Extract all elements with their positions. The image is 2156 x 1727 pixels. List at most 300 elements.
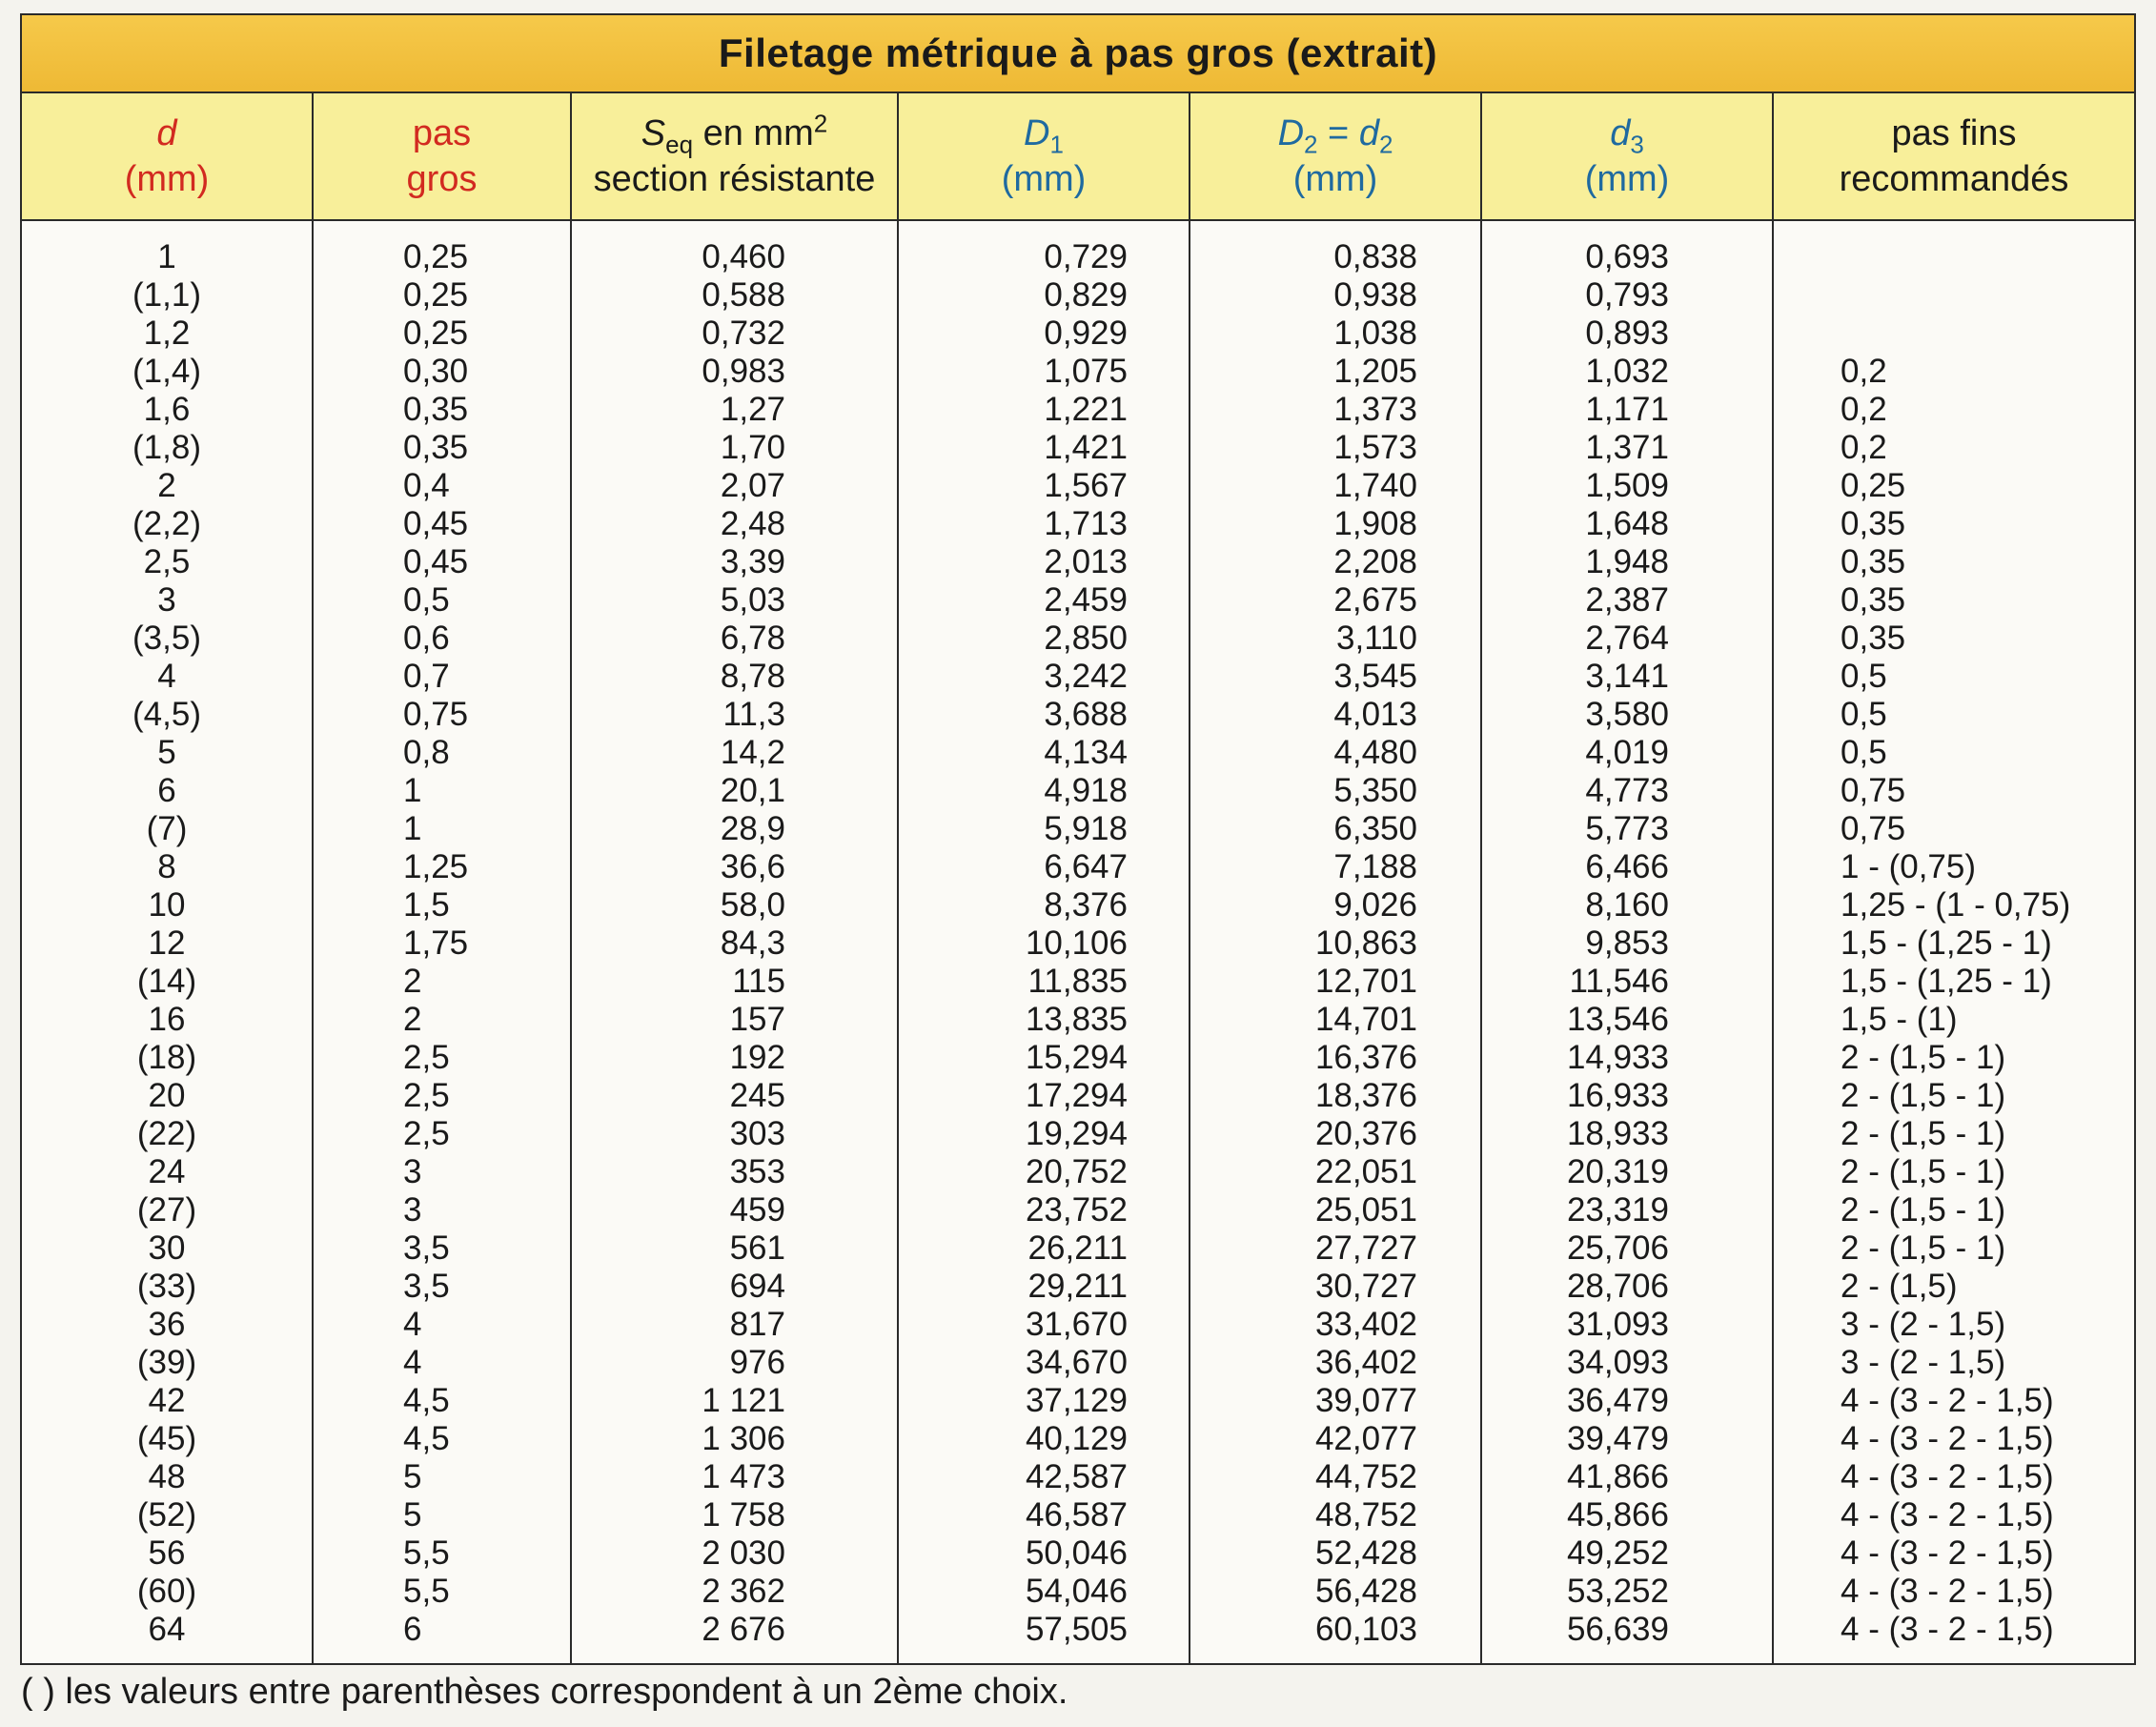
column-d3-cells: [1482, 238, 1772, 1649]
table-cell-D1: 2,850: [1044, 620, 1128, 657]
table-cell-D2: 4,013: [1333, 696, 1417, 733]
table-cell-fins: 2 - (1,5 - 1): [1841, 1153, 2006, 1190]
table-cell-D2: 10,863: [1314, 924, 1417, 962]
header-seq: [572, 93, 899, 219]
table-cell-d3: 36,479: [1566, 1382, 1669, 1419]
table-cell-D2: 4,480: [1333, 734, 1417, 771]
table-cell-d: 64: [148, 1611, 186, 1648]
header-d3-unit: (mm): [1584, 159, 1670, 199]
header-fins-line1: pas fins: [1891, 113, 2017, 153]
table-cell-D1: 42,587: [1025, 1458, 1128, 1495]
table-cell-fins: 4 - (3 - 2 - 1,5): [1841, 1382, 2054, 1419]
header-D1-line1: [1024, 111, 1064, 159]
table-cell-d: 42: [148, 1382, 186, 1419]
table-cell-seq: 84,3: [720, 924, 785, 962]
table-cell-d3: 16,933: [1566, 1077, 1669, 1114]
table-cell-d: 56: [148, 1534, 186, 1572]
table-cell-d: (7): [146, 810, 188, 847]
table-cell-pas: 0,6: [403, 620, 450, 657]
table-cell-fins: 1,25 - (1 - 0,75): [1841, 886, 2071, 924]
table-cell-D1: 1,075: [1044, 353, 1128, 390]
table-cell-D1: 1,567: [1044, 467, 1128, 504]
table-cell-seq: 58,0: [720, 886, 785, 924]
table-cell-pas: 0,8: [403, 734, 450, 771]
table-cell-d3: 23,319: [1566, 1191, 1669, 1229]
header-d: [22, 93, 314, 219]
table-cell-d3: 1,648: [1585, 505, 1669, 542]
table-cell-D2: 5,350: [1333, 772, 1417, 809]
table-cell-fins: 1 - (0,75): [1841, 848, 1976, 885]
table-cell-seq: 0,983: [702, 353, 785, 390]
header-pas-line1: pas: [412, 113, 472, 153]
table-cell-seq: 157: [729, 1001, 785, 1038]
table-cell-D1: 17,294: [1025, 1077, 1128, 1114]
table-cell-d: (22): [136, 1115, 197, 1152]
table-cell-seq: 1,27: [720, 391, 785, 428]
table-cell-seq: 14,2: [720, 734, 785, 771]
table-cell-D2: 6,350: [1333, 810, 1417, 847]
table-cell-D1: 13,835: [1025, 1001, 1128, 1038]
table-cell-seq: 5,03: [720, 581, 785, 619]
table-cell-d: (27): [136, 1191, 197, 1229]
table-cell-D2: 39,077: [1314, 1382, 1417, 1419]
table-cell-fins: 4 - (3 - 2 - 1,5): [1841, 1573, 2054, 1610]
column-D1: [899, 221, 1190, 1665]
table-cell-seq: 0,732: [702, 315, 785, 352]
table-cell-fins: 0,35: [1841, 505, 1906, 542]
table-cell-fins: 2 - (1,5 - 1): [1841, 1229, 2006, 1267]
table-cell-fins: 0,75: [1841, 810, 1906, 847]
table-cell-seq: 11,3: [722, 696, 785, 733]
table-cell-fins: 4 - (3 - 2 - 1,5): [1841, 1420, 2054, 1457]
table-cell-d: (52): [136, 1496, 197, 1534]
table-cell-D1: 4,134: [1044, 734, 1128, 771]
table-cell-D1: 3,688: [1044, 696, 1128, 733]
table-cell-D2: 9,026: [1333, 886, 1417, 924]
table-cell-d: (18): [136, 1039, 197, 1076]
table-cell-d: 12: [148, 924, 186, 962]
table-cell-D2: 1,373: [1333, 391, 1417, 428]
table-cell-D1: 57,505: [1025, 1611, 1128, 1648]
table-cell-d: 20: [148, 1077, 186, 1114]
table-cell-d3: 41,866: [1566, 1458, 1669, 1495]
table-cell-D2: 30,727: [1314, 1268, 1417, 1305]
table-cell-d3: 49,252: [1566, 1534, 1669, 1572]
table-cell-fins: 1,5 - (1): [1841, 1001, 1958, 1038]
table-cell-d: 1,2: [143, 315, 191, 352]
footnote: ( ) les valeurs entre parenthèses correspondent à un 2ème choix.: [21, 1672, 1068, 1712]
table-cell-pas: 6: [403, 1611, 422, 1648]
table-cell-fins: 0,5: [1841, 658, 1887, 695]
table-cell-D2: 1,038: [1333, 315, 1417, 352]
table-cell-seq: 1 121: [702, 1382, 785, 1419]
table-cell-seq: 976: [729, 1344, 785, 1381]
table-cell-D2: 1,573: [1333, 429, 1417, 466]
table-cell-seq: 817: [729, 1306, 785, 1343]
table-cell-seq: 353: [729, 1153, 785, 1190]
table-cell-fins: 3 - (2 - 1,5): [1841, 1306, 2006, 1343]
table-cell-D2: 2,675: [1333, 581, 1417, 619]
header-fins-line2: recommandés: [1839, 159, 2069, 199]
table-cell-D2: 2,208: [1333, 543, 1417, 580]
table-cell-pas: 5: [403, 1458, 422, 1495]
table-cell-fins: 0,2: [1841, 391, 1887, 428]
table-cell-pas: 5,5: [403, 1534, 450, 1572]
table-cell-D1: 2,013: [1044, 543, 1128, 580]
table-cell-d3: 3,580: [1585, 696, 1669, 733]
header-D2-unit: (mm): [1292, 159, 1378, 199]
table-cell-d: (1,1): [132, 276, 201, 314]
table-cell-seq: 0,588: [702, 276, 785, 314]
table-cell-D2: 0,838: [1333, 238, 1417, 275]
table-title: Filetage métrique à pas gros (extrait): [22, 15, 2134, 93]
table-cell-fins: 3 - (2 - 1,5): [1841, 1344, 2006, 1381]
table-cell-seq: 192: [729, 1039, 785, 1076]
table-cell-fins: 4 - (3 - 2 - 1,5): [1841, 1611, 2054, 1648]
column-D1-cells: [899, 238, 1189, 1649]
table-cell-d3: 3,141: [1585, 658, 1669, 695]
table-cell-d3: 13,546: [1566, 1001, 1669, 1038]
table-cell-d3: 4,773: [1585, 772, 1669, 809]
table-cell-d3: 1,509: [1585, 467, 1669, 504]
table-cell-pas: 0,30: [403, 353, 469, 390]
table-cell-pas: 0,25: [403, 276, 469, 314]
table-cell-fins: 2 - (1,5 - 1): [1841, 1039, 2006, 1076]
table-cell-d3: 1,032: [1585, 353, 1669, 390]
table-cell-d: 30: [148, 1229, 186, 1267]
header-seq-symbol: S: [641, 113, 666, 153]
table-cell-pas: 0,4: [403, 467, 450, 504]
column-pas-fins: [1774, 221, 2134, 1665]
header-seq-subscript: eq: [665, 130, 694, 159]
header-D1-subscript: 1: [1049, 130, 1064, 159]
table-cell-seq: 245: [729, 1077, 785, 1114]
table-cell-pas: 0,75: [403, 696, 469, 733]
table-cell-D2: 42,077: [1314, 1420, 1417, 1457]
table-cell-D1: 54,046: [1025, 1573, 1128, 1610]
table-cell-D1: 29,211: [1027, 1268, 1128, 1305]
table-cell-D1: 10,106: [1025, 924, 1128, 962]
header-row: [22, 93, 2134, 221]
table-cell-d: 3: [157, 581, 176, 619]
table-cell-fins: 0,5: [1841, 696, 1887, 733]
table-cell-d: 5: [157, 734, 176, 771]
table-cell-D2: 7,188: [1333, 848, 1417, 885]
column-D2-cells: [1190, 238, 1480, 1649]
table-cell-pas: 0,7: [403, 658, 450, 695]
table-cell-seq: 2 362: [702, 1573, 785, 1610]
table-cell-d3: 8,160: [1585, 886, 1669, 924]
table-cell-pas: 0,45: [403, 505, 469, 542]
table-cell-fins: [1774, 276, 2134, 315]
header-d3-line1: [1610, 111, 1644, 159]
table-cell-D1: 37,129: [1025, 1382, 1128, 1419]
table-cell-d3: 28,706: [1566, 1268, 1669, 1305]
table-cell-seq: 561: [729, 1229, 785, 1267]
table-cell-d3: 25,706: [1566, 1229, 1669, 1267]
table-cell-pas: 3,5: [403, 1229, 450, 1267]
table-cell-fins: 0,2: [1841, 353, 1887, 390]
table-cell-pas: 0,25: [403, 315, 469, 352]
table-cell-D1: 0,929: [1044, 315, 1128, 352]
table-cell-D1: 2,459: [1044, 581, 1128, 619]
table-cell-seq: 6,78: [720, 620, 785, 657]
column-pas: [314, 221, 572, 1665]
table-cell-d3: 31,093: [1566, 1306, 1669, 1343]
table-cell-fins: [1774, 238, 2134, 276]
table-cell-D1: 0,729: [1044, 238, 1128, 275]
table-cell-seq: 2,48: [720, 505, 785, 542]
column-fins-cells: [1774, 238, 2134, 1649]
table-cell-d: (33): [136, 1268, 197, 1305]
table-cell-d: (4,5): [132, 696, 201, 733]
header-d3-subscript: 3: [1630, 130, 1644, 159]
table-cell-d3: 14,933: [1566, 1039, 1669, 1076]
table-cell-D1: 8,376: [1044, 886, 1128, 924]
column-d3: [1482, 221, 1774, 1665]
table-cell-seq: 459: [729, 1191, 785, 1229]
table-cell-D2: 12,701: [1314, 963, 1417, 1000]
table-cell-D2: 52,428: [1314, 1534, 1417, 1572]
header-d2-symbol: d: [1358, 113, 1379, 153]
table-cell-d: 1: [157, 238, 176, 275]
table-cell-seq: 1 758: [702, 1496, 785, 1534]
table-cell-pas: 1: [403, 810, 422, 847]
table-cell-D1: 3,242: [1044, 658, 1128, 695]
table-cell-d3: 9,853: [1585, 924, 1669, 962]
column-d-cells: [22, 238, 312, 1649]
table-cell-d: 16: [148, 1001, 186, 1038]
table-cell-pas: 4: [403, 1344, 422, 1381]
table-cell-D1: 26,211: [1027, 1229, 1128, 1267]
table-cell-d3: 56,639: [1566, 1611, 1669, 1648]
table-cell-fins: 4 - (3 - 2 - 1,5): [1841, 1458, 2054, 1495]
header-D2-line1: [1277, 111, 1393, 159]
thread-table: [20, 13, 2136, 1665]
table-cell-d3: 2,387: [1585, 581, 1669, 619]
table-cell-d: 24: [148, 1153, 186, 1190]
table-cell-fins: 2 - (1,5 - 1): [1841, 1077, 2006, 1114]
table-cell-d: 10: [148, 886, 186, 924]
table-cell-D1: 23,752: [1025, 1191, 1128, 1229]
table-cell-d3: 0,693: [1585, 238, 1669, 275]
table-cell-D2: 3,545: [1333, 658, 1417, 695]
header-D2-symbol: D: [1277, 113, 1305, 153]
header-d-symbol: d: [156, 113, 177, 153]
table-cell-D1: 19,294: [1025, 1115, 1128, 1152]
column-seq-cells: [572, 238, 897, 1649]
table-cell-d: 2: [157, 467, 176, 504]
table-cell-seq: 2 676: [702, 1611, 785, 1648]
table-cell-D2: 3,110: [1336, 620, 1417, 657]
table-cell-fins: 1,5 - (1,25 - 1): [1841, 963, 2052, 1000]
table-cell-d3: 1,171: [1585, 391, 1669, 428]
table-cell-seq: 303: [729, 1115, 785, 1152]
header-seq-superscript: 2: [813, 109, 828, 138]
table-cell-fins: 2 - (1,5 - 1): [1841, 1115, 2006, 1152]
table-cell-d: 4: [157, 658, 176, 695]
table-cell-seq: 2,07: [720, 467, 785, 504]
table-cell-d: (14): [136, 963, 197, 1000]
table-cell-d: 36: [148, 1306, 186, 1343]
table-cell-fins: 4 - (3 - 2 - 1,5): [1841, 1496, 2054, 1534]
table-cell-d3: 20,319: [1566, 1153, 1669, 1190]
header-D1-symbol: D: [1024, 113, 1050, 153]
table-cell-seq: 1,70: [720, 429, 785, 466]
table-cell-D1: 1,713: [1044, 505, 1128, 542]
table-cell-D1: 34,670: [1025, 1344, 1128, 1381]
header-pas-line2: gros: [406, 159, 478, 199]
table-cell-D1: 5,918: [1044, 810, 1128, 847]
table-cell-d3: 39,479: [1566, 1420, 1669, 1457]
table-cell-d3: 34,093: [1566, 1344, 1669, 1381]
header-d2-subscript: 2: [1378, 130, 1393, 159]
table-cell-pas: 0,5: [403, 581, 450, 619]
header-D2: [1190, 93, 1482, 219]
table-cell-pas: 1,5: [403, 886, 450, 924]
table-cell-fins: 2 - (1,5 - 1): [1841, 1191, 2006, 1229]
table-cell-D2: 60,103: [1314, 1611, 1417, 1648]
table-cell-d: 6: [157, 772, 176, 809]
header-d3-symbol: d: [1610, 113, 1631, 153]
table-cell-d: (60): [136, 1573, 197, 1610]
table-cell-D2: 1,908: [1333, 505, 1417, 542]
table-cell-pas: 2,5: [403, 1039, 450, 1076]
table-cell-d3: 5,773: [1585, 810, 1669, 847]
table-cell-D1: 4,918: [1044, 772, 1128, 809]
table-cell-pas: 2,5: [403, 1115, 450, 1152]
table-cell-D1: 31,670: [1025, 1306, 1128, 1343]
table-cell-pas: 1,25: [403, 848, 469, 885]
table-cell-D1: 1,221: [1044, 391, 1128, 428]
table-cell-d3: 18,933: [1566, 1115, 1669, 1152]
table-cell-D2: 20,376: [1314, 1115, 1417, 1152]
table-cell-d: (1,4): [132, 353, 201, 390]
table-cell-d3: 1,371: [1585, 429, 1669, 466]
table-cell-d3: 53,252: [1566, 1573, 1669, 1610]
table-cell-D2: 25,051: [1314, 1191, 1417, 1229]
header-D1: [899, 93, 1190, 219]
table-cell-seq: 1 306: [702, 1420, 785, 1457]
table-cell-D1: 0,829: [1044, 276, 1128, 314]
table-cell-seq: 2 030: [702, 1534, 785, 1572]
table-cell-seq: 36,6: [720, 848, 785, 885]
table-cell-fins: 0,35: [1841, 581, 1906, 619]
table-cell-pas: 4: [403, 1306, 422, 1343]
table-cell-seq: 1 473: [702, 1458, 785, 1495]
table-cell-D1: 46,587: [1025, 1496, 1128, 1534]
header-seq-line1: [641, 109, 828, 159]
table-cell-D2: 56,428: [1314, 1573, 1417, 1610]
table-cell-seq: 8,78: [720, 658, 785, 695]
table-cell-D1: 6,647: [1044, 848, 1128, 885]
table-cell-D2: 0,938: [1333, 276, 1417, 314]
table-cell-d3: 0,793: [1585, 276, 1669, 314]
table-cell-d3: 45,866: [1566, 1496, 1669, 1534]
table-cell-d: 48: [148, 1458, 186, 1495]
table-cell-D1: 11,835: [1027, 963, 1128, 1000]
table-cell-D1: 40,129: [1025, 1420, 1128, 1457]
column-d: [22, 221, 314, 1665]
table-cell-d: (3,5): [132, 620, 201, 657]
table-cell-d: (45): [136, 1420, 197, 1457]
table-cell-fins: 0,75: [1841, 772, 1906, 809]
table-cell-D2: 16,376: [1314, 1039, 1417, 1076]
table-cell-seq: 28,9: [720, 810, 785, 847]
table-cell-D2: 44,752: [1314, 1458, 1417, 1495]
table-cell-D1: 20,752: [1025, 1153, 1128, 1190]
table-cell-pas: 1,75: [403, 924, 469, 962]
table-cell-fins: 2 - (1,5): [1841, 1268, 1958, 1305]
table-cell-pas: 5: [403, 1496, 422, 1534]
table-cell-D2: 18,376: [1314, 1077, 1417, 1114]
table-cell-fins: 0,2: [1841, 429, 1887, 466]
table-cell-D2: 48,752: [1314, 1496, 1417, 1534]
table-cell-d: 8: [157, 848, 176, 885]
table-cell-D1: 50,046: [1025, 1534, 1128, 1572]
header-D2-equals: =: [1317, 113, 1359, 153]
table-cell-fins: 4 - (3 - 2 - 1,5): [1841, 1534, 2054, 1572]
table-cell-pas: 2: [403, 1001, 422, 1038]
header-D2-subscript: 2: [1304, 130, 1318, 159]
table-cell-d3: 4,019: [1585, 734, 1669, 771]
table-cell-fins: 1,5 - (1,25 - 1): [1841, 924, 2052, 962]
table-cell-fins: 0,35: [1841, 543, 1906, 580]
table-cell-d: 1,6: [143, 391, 191, 428]
table-cell-pas: 2,5: [403, 1077, 450, 1114]
table-cell-pas: 0,45: [403, 543, 469, 580]
header-d3: [1482, 93, 1774, 219]
table-cell-d3: 11,546: [1569, 963, 1669, 1000]
table-cell-D1: 15,294: [1025, 1039, 1128, 1076]
table-cell-D2: 1,740: [1333, 467, 1417, 504]
column-seq: [572, 221, 899, 1665]
table-cell-d: (2,2): [132, 505, 201, 542]
table-cell-seq: 20,1: [720, 772, 785, 809]
header-seq-line2: section résistante: [593, 159, 876, 199]
table-cell-d: 2,5: [143, 543, 191, 580]
table-cell-seq: 0,460: [702, 238, 785, 275]
table-cell-d3: 1,948: [1585, 543, 1669, 580]
table-cell-D1: 1,421: [1044, 429, 1128, 466]
header-seq-text: en mm: [693, 113, 814, 153]
table-cell-d: (1,8): [132, 429, 201, 466]
table-cell-D2: 1,205: [1333, 353, 1417, 390]
table-cell-D2: 33,402: [1314, 1306, 1417, 1343]
header-d-unit: (mm): [124, 159, 210, 199]
table-cell-D2: 14,701: [1314, 1001, 1417, 1038]
table-cell-d3: 6,466: [1585, 848, 1669, 885]
table-cell-pas: 0,35: [403, 429, 469, 466]
table-cell-fins: 0,5: [1841, 734, 1887, 771]
table-cell-seq: 115: [732, 963, 785, 1000]
table-cell-pas: 5,5: [403, 1573, 450, 1610]
table-cell-pas: 3: [403, 1153, 422, 1190]
table-cell-pas: 4,5: [403, 1420, 450, 1457]
table-cell-d3: 2,764: [1585, 620, 1669, 657]
table-cell-pas: 2: [403, 963, 422, 1000]
table-cell-fins: 0,25: [1841, 467, 1906, 504]
table-cell-pas: 3: [403, 1191, 422, 1229]
column-D2: [1190, 221, 1482, 1665]
table-cell-pas: 0,35: [403, 391, 469, 428]
table-cell-d: (39): [136, 1344, 197, 1381]
table-cell-pas: 0,25: [403, 238, 469, 275]
table-cell-pas: 3,5: [403, 1268, 450, 1305]
table-cell-fins: 0,35: [1841, 620, 1906, 657]
table-cell-pas: 4,5: [403, 1382, 450, 1419]
table-cell-pas: 1: [403, 772, 422, 809]
